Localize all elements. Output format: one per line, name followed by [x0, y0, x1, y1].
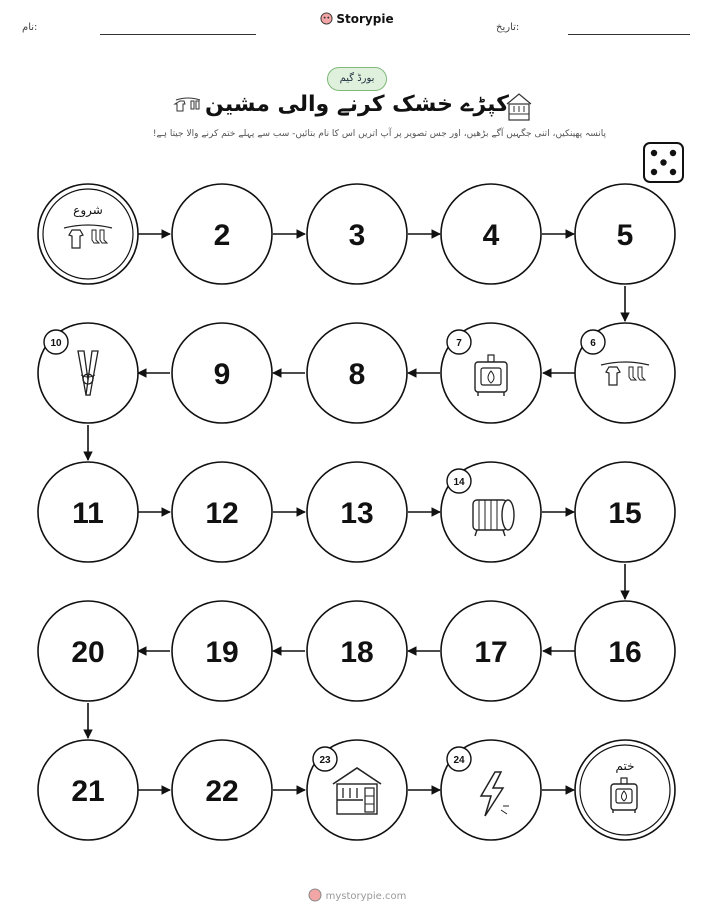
space-end [575, 740, 675, 840]
space-23 [307, 740, 407, 840]
space-20 [38, 601, 138, 701]
page-title: کپڑے خشک کرنے والی مشین [205, 92, 509, 117]
space-15 [575, 462, 675, 562]
space-number: 8 [348, 358, 366, 391]
space-10 [38, 323, 138, 423]
instructions: پانسہ پھینکیں، اتنی جگہیں آگے بڑھیں، اور جس تصویر پر آپ اتریں اس کا نام بتائیں- سب سے پہلے ختم کرنے والا جیتا ہے! [152, 129, 606, 139]
space-number: 5 [616, 219, 634, 252]
space-number: 6 [590, 338, 596, 349]
space-5 [575, 184, 675, 284]
space-number: 15 [608, 497, 642, 530]
space-number: 3 [348, 219, 366, 252]
space-number: 12 [205, 497, 239, 530]
footer [0, 888, 714, 902]
space-9 [172, 323, 272, 423]
space-number: 16 [608, 636, 642, 669]
space-number: 24 [453, 755, 465, 766]
end-label: ختم [615, 759, 635, 773]
space-6 [575, 323, 675, 423]
space-number: 23 [319, 755, 331, 766]
numbered-spaces [38, 184, 675, 840]
space-number: 4 [482, 219, 500, 252]
space-19 [172, 601, 272, 701]
space-22 [172, 740, 272, 840]
dryer-drum-icon [473, 500, 514, 536]
space-number: 13 [340, 497, 374, 530]
space-12 [172, 462, 272, 562]
date-label: تاریخ: [496, 22, 520, 33]
space-start [38, 184, 138, 284]
space-16 [575, 601, 675, 701]
space-11 [38, 462, 138, 562]
space-number: 9 [213, 358, 231, 391]
space-4 [441, 184, 541, 284]
space-3 [307, 184, 407, 284]
space-14 [441, 462, 541, 562]
space-number: 20 [71, 636, 105, 669]
space-number: 18 [340, 636, 374, 669]
workshop-title-icon [507, 94, 531, 120]
storypie-footer-logo-icon [308, 888, 322, 902]
space-24 [441, 740, 541, 840]
board-game-badge: بورڈ گیم [327, 67, 387, 91]
brand-name: Storypie [336, 12, 394, 26]
space-number: 7 [456, 338, 462, 349]
space-7 [441, 323, 541, 423]
footer-url: mystorypie.com [325, 891, 407, 902]
space-number: 2 [213, 219, 231, 252]
name-label: نام: [22, 22, 38, 33]
dice-icon [644, 143, 683, 182]
space-number: 17 [474, 636, 508, 669]
clothesline-title-icon [175, 98, 200, 111]
space-17 [441, 601, 541, 701]
space-2 [172, 184, 272, 284]
space-13 [307, 462, 407, 562]
space-number: 10 [50, 338, 62, 349]
space-number: 22 [205, 775, 239, 808]
space-8 [307, 323, 407, 423]
start-label: شروع [73, 203, 103, 217]
space-number: 14 [453, 477, 465, 488]
space-number: 21 [71, 775, 105, 808]
space-number: 19 [205, 636, 239, 669]
space-18 [307, 601, 407, 701]
space-number: 11 [72, 497, 104, 530]
space-21 [38, 740, 138, 840]
